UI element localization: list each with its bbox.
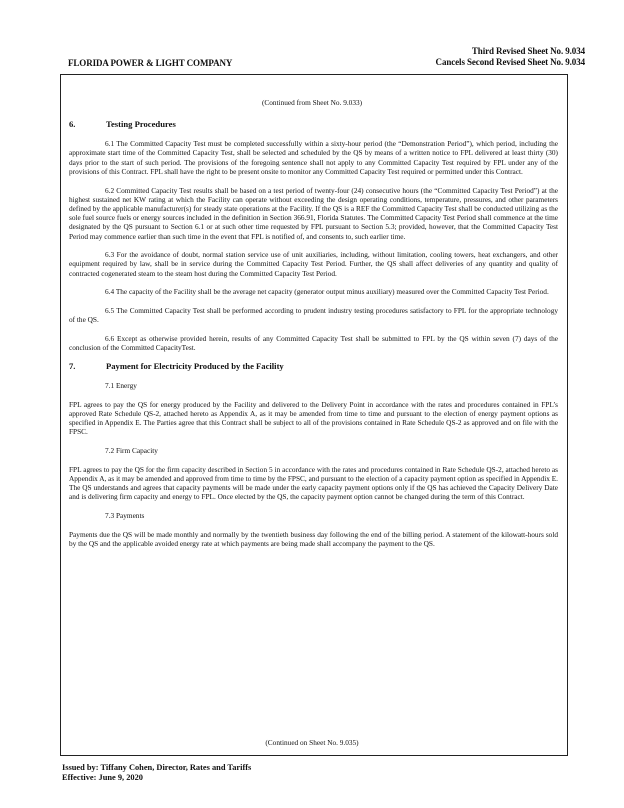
sheet-number-block <box>436 46 585 68</box>
section-7-heading <box>69 362 558 371</box>
paragraph-7-2: FPL agrees to pay the QS for the firm capacity described in Section 5 in accordance with the rates and procedures contained in Rate Schedule QS-2, attached hereto as Appendix A, as it may be amended and approved from time to time by the FPSC, and pursuant to the election of a capacity payment option as specified in Appendix E. The QS understands and agrees that capacity payments will be made under the early capacity payment options only if the QS has achieved the Capacity Delivery Date and is delivering firm capacity and energy to FPL. Once elected by the QS, the capacity payment option cannot be changed during the term of this Contract. <box>69 464 558 502</box>
paragraph-6-2: 6.2 Committed Capacity Test results shall be based on a test period of twenty-four (24) consecutive hours (the “Committed Capacity Test Period”) at the highest sustained net KW rating at which the Facility can operate without exceeding the design operating conditions, temperature, pressures, and other parameters defined by the applicable manufacturer(s) for steady state operations at the Facility. If the QS is a REF the Committed Capacity Test shall be conducted utilizing as the sole fuel source fuels or energy sources included in the definition in Section 366.91, Florida Statutes. The Committed Capacity Test Period shall commence at the time designated by the QS pursuant to Section 6.1 or at such other time requested by FPL pursuant to Section 5.3; provided, however, that the Committed Capacity Test Period may commence earlier than such time in the event that FPL is notified of, and consents to, such earlier time. <box>69 185 558 241</box>
effective-date: Effective: June 9, 2020 <box>62 773 143 782</box>
paragraph-6-4: 6.4 The capacity of the Facility shall be the average net capacity (generator output minus auxiliary) measured over the Committed Capacity Test Period. <box>105 287 549 297</box>
cancels-sheet-number: Cancels Second Revised Sheet No. 9.034 <box>435 57 585 67</box>
subsection-7-2-heading: 7.2 Firm Capacity <box>105 446 158 456</box>
subsection-7-3-heading: 7.3 Payments <box>105 511 145 521</box>
section-6-title: Testing Procedures <box>106 119 176 129</box>
paragraph-6-5: 6.5 The Committed Capacity Test shall be performed according to prudent industry testing procedures satisfactory to FPL for the appropriate technology of the QS. <box>69 306 558 325</box>
company-name: FLORIDA POWER & LIGHT COMPANY <box>68 58 233 68</box>
section-6-heading <box>69 120 558 129</box>
paragraph-6-1: 6.1 The Committed Capacity Test must be completed successfully within a sixty-hour period (the “Demonstration Period”), which period, including the approximate start time of the Committed Capacity Test, shall be selected and scheduled by the QS by means of a written notice to FPL delivered at least thirty (30) days prior to the start of such period. The provisions of the foregoing sentence shall not apply to any Committed Capacity Test required by FPL under any of the provisions of this Contract. FPL shall have the right to be present onsite to monitor any Committed Capacity Test required or permitted under this Contract. <box>69 139 558 176</box>
section-7-number: 7. <box>69 360 76 371</box>
paragraph-6-3: 6.3 For the avoidance of doubt, normal station service use of unit auxiliaries, including, without limitation, cooling towers, heat exchangers, and other equipment required by law, shall be in service during the Committed Capacity Test Period. Further, the QS shall affect deliveries of any quantity and quality of contracted cogenerated steam to the steam host during the Committed Capacity Test Period. <box>69 250 558 278</box>
paragraph-6-6: 6.6 Except as otherwise provided herein, results of any Committed Capacity Test shall be submitted to FPL by the QS within seven (7) days of the conclusion of the Committed CapacityTest. <box>69 333 558 353</box>
section-6-number: 6. <box>69 119 76 129</box>
continued-from: (Continued from Sheet No. 9.033) <box>261 98 363 107</box>
footer <box>62 763 251 783</box>
continued-on: (Continued on Sheet No. 9.035) <box>265 738 359 747</box>
issued-by: Issued by: Tiffany Cohen, Director, Rates and Tariffs <box>62 763 252 772</box>
document-body <box>69 120 558 558</box>
subsection-7-1-heading: 7.1 Energy <box>105 381 137 391</box>
paragraph-7-3: Payments due the QS will be made monthly and normally by the twentieth business day following the end of the billing period. A statement of the kilowatt-hours sold by the QS and the applicable avoided energy rate at which payments are being made shall accompany the payment to the QS. <box>69 529 558 548</box>
section-7-title: Payment for Electricity Produced by the Facility <box>106 360 284 371</box>
sheet-number: Third Revised Sheet No. 9.034 <box>471 46 585 56</box>
paragraph-7-1: FPL agrees to pay the QS for energy produced by the Facility and delivered to the Delivery Point in accordance with the rates and procedures contained in FPL’s approved Rate Schedule QS-2, attached hereto as Appendix A, as it may be amended from time to time and pursuant to the election of energy payment options as specified in Appendix E. The Parties agree that this Contract shall be subject to all of the provisions contained in Rate Schedule QS-2 as approved and on file with the FPSC. <box>69 399 558 437</box>
